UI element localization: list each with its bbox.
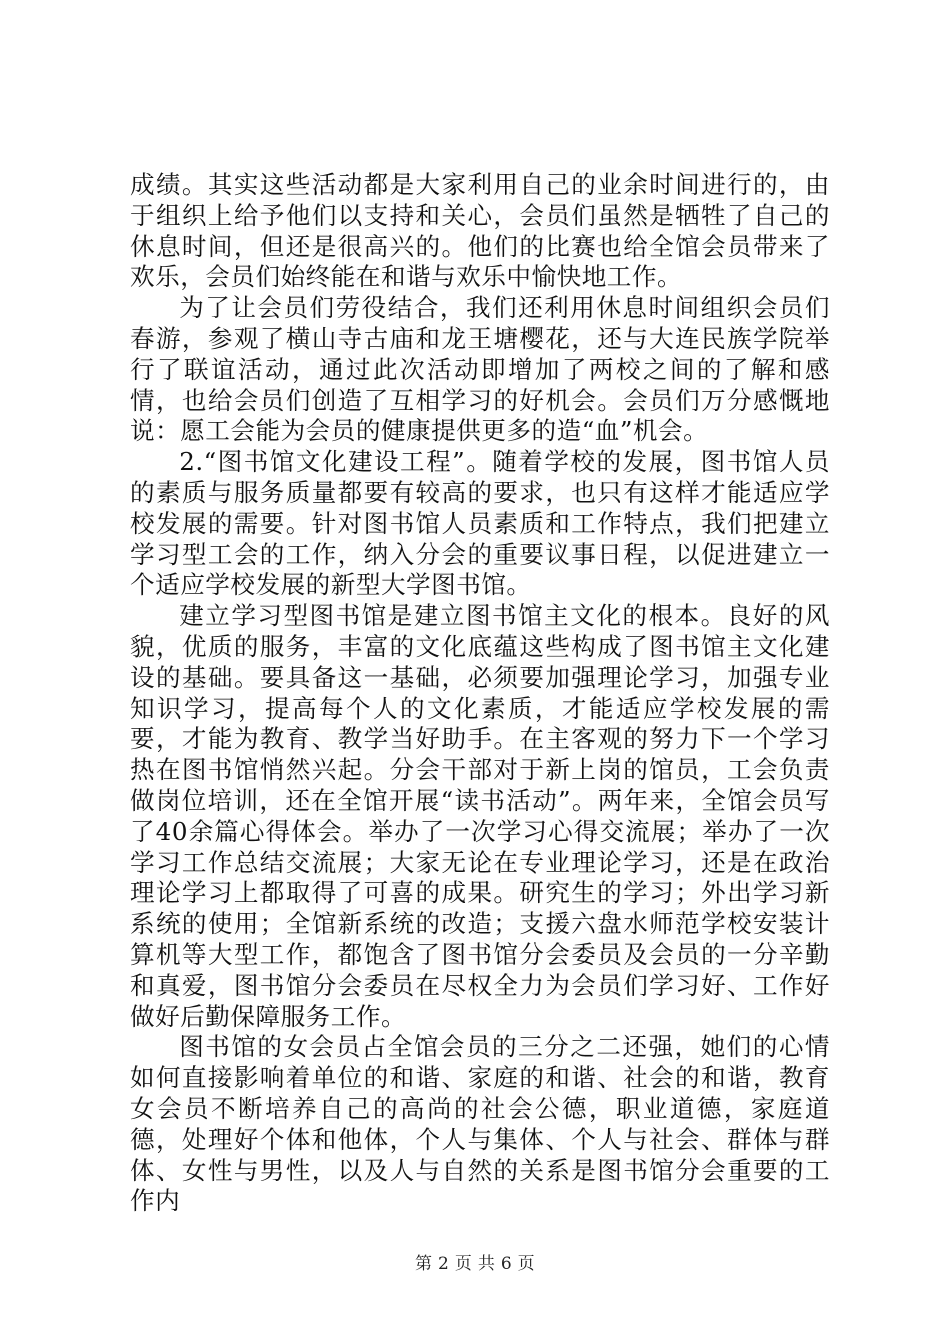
paragraph-spring-outing: 为了让会员们劳役结合，我们还利用休息时间组织会员们春游，参观了横山寺古庙和龙王塘樱花，还与大连民族学院举行了联谊活动，通过此次活动即增加了两校之间的了解和感情，也给会员们创造了互相学习的好机会。会员们万分感慨地说：愿工会能为会员的健康提供更多的造“血”机会。 <box>130 293 830 446</box>
document-body <box>130 170 830 1217</box>
paragraph-learning-library: 建立学习型图书馆是建立图书馆主文化的根本。良好的风貌，优质的服务，丰富的文化底蕴这些构成了图书馆主文化建设的基础。要具备这一基础，必须要加强理论学习，加强专业知识学习，提高每个人的文化素质，才能适应学校发展的需要，才能为教育、教学当好助手。在主客观的努力下一个学习热在图书馆悄然兴起。分会干部对于新上岗的馆员，工会负责做岗位培训，还在全馆开展“读书活动”。两年来，全馆会员写了40余篇心得体会。举办了一次学习心得交流展；举办了一次学习工作总结交流展；大家无论在专业理论学习，还是在政治理论学习上都取得了可喜的成果。研究生的学习；外出学习新系统的使用；全馆新系统的改造；支援六盘水师范学校安装计算机等大型工作，都饱含了图书馆分会委员及会员的一分辛勤和真爱，图书馆分会委员在尽权全力为会员们学习好、工作好做好后勤保障服务工作。 <box>130 601 830 1031</box>
paragraph-library-culture-project: 2.“图书馆文化建设工程”。随着学校的发展，图书馆人员的素质与服务质量都要有较高的要求，也只有这样才能适应学校发展的需要。针对图书馆人员素质和工作特点，我们把建立学习型工会的工作，纳入分会的重要议事日程，以促进建立一个适应学校发展的新型大学图书馆。 <box>130 447 830 600</box>
paragraph-continuation: 成绩。其实这些活动都是大家利用自己的业余时间进行的，由于组织上给予他们以支持和关心，会员们虽然是牺牲了自己的休息时间，但还是很高兴的。他们的比赛也给全馆会员带来了欢乐，会员们始终能在和谐与欢乐中愉快地工作。 <box>130 170 830 292</box>
page-number-footer: 第 2 页 共 6 页 <box>415 1254 535 1274</box>
paragraph-female-members: 图书馆的女会员占全馆会员的三分之二还强，她们的心情如何直接影响着单位的和谐、家庭的和谐、社会的和谐，教育女会员不断培养自己的高尚的社会公德，职业道德，家庭道德，处理好个体和他体，个人与集体、个人与社会、群体与群体、女性与男性，以及人与自然的关系是图书馆分会重要的工作内 <box>130 1032 830 1216</box>
